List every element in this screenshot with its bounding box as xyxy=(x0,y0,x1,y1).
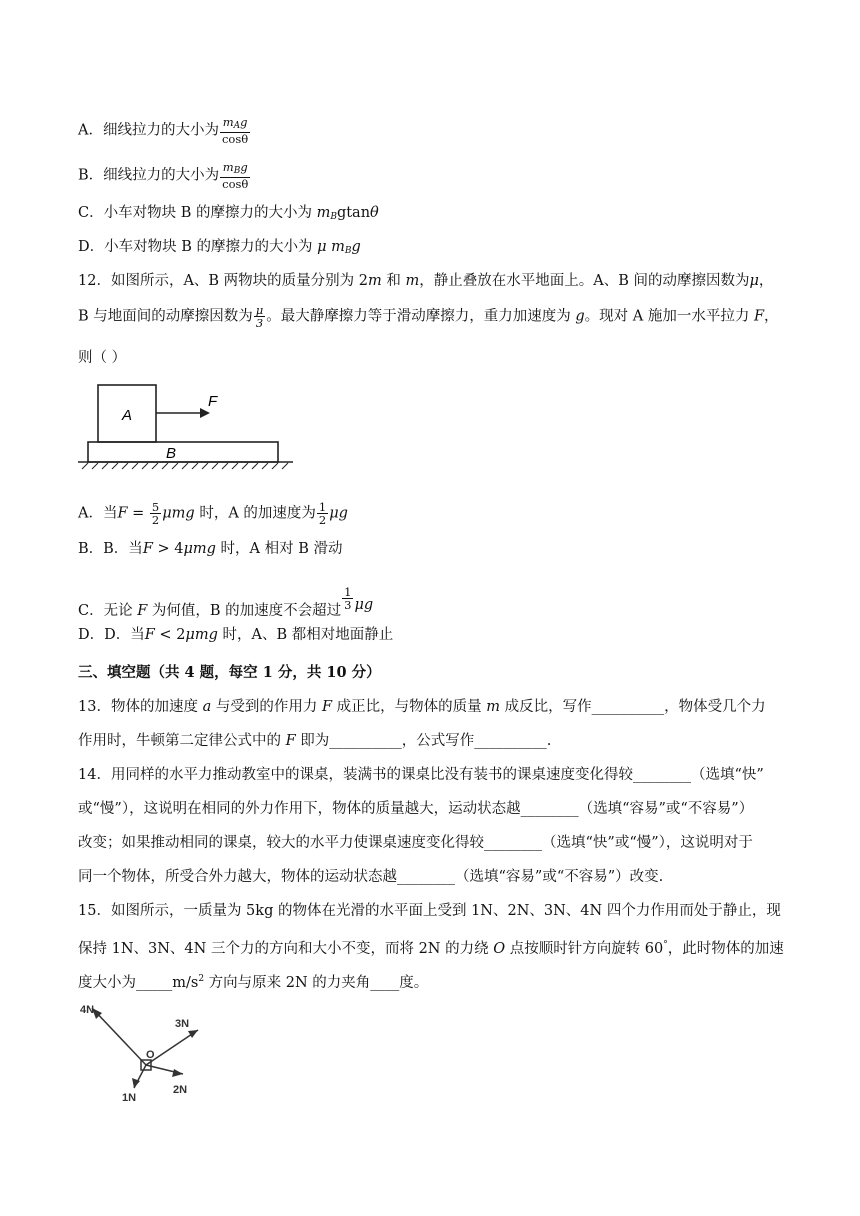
fraction-den: 2 xyxy=(151,513,160,527)
q14-line1: 14．用同样的水平力推动教室中的课桌，装满书的课桌比没有装书的课桌速度变化得较________（选填“快” xyxy=(78,767,764,783)
text: 方向与原来 2N 的力夹角____度。 xyxy=(204,975,429,991)
math-mu-m-g: μmg xyxy=(183,541,216,557)
math-mu-m-g: μmg xyxy=(162,505,195,522)
fraction-num-m: m xyxy=(222,115,234,129)
math-m: m xyxy=(316,205,331,221)
text: A．当 xyxy=(78,505,118,522)
math-mu-m: μ m xyxy=(317,239,345,255)
math-F: F xyxy=(144,627,155,643)
ground-hatching xyxy=(82,463,288,469)
text: 即为__________，公式写作__________. xyxy=(295,733,552,749)
math-mu-g: μg xyxy=(354,597,374,613)
q13-line1 xyxy=(78,698,766,716)
fraction-num: 5 xyxy=(151,500,160,514)
q12-stem-line1 xyxy=(78,272,773,290)
q14-line3: 改变；如果推动相同的课桌，较大的水平力使课桌速度变化得较________（选填“快”或“慢”），这说明对于 xyxy=(78,835,753,851)
text: B．B．当 xyxy=(78,541,143,557)
fraction-den: 3 xyxy=(344,598,352,612)
label-1n: 1N xyxy=(122,1092,137,1104)
force-3n-arrowhead xyxy=(188,1030,198,1038)
text: 点按顺时针方向旋转 60 xyxy=(505,941,664,957)
q12-option-d xyxy=(78,626,393,644)
fraction-1-2 xyxy=(317,501,328,526)
math-tail: gtan xyxy=(336,205,371,221)
fraction-num-g: g xyxy=(240,115,248,129)
math-F: F xyxy=(142,541,153,557)
superscript-2: 2 xyxy=(198,974,205,984)
text: 时，A 相对 B 滑动 xyxy=(215,541,343,557)
text: 成反比，写作__________，物体受几个力 xyxy=(499,699,766,715)
text: 12．如图所示，A、B 两物块的质量分别为 2 xyxy=(78,273,369,289)
math-sub: B xyxy=(344,246,352,256)
q11-option-a-fraction xyxy=(220,116,250,145)
fraction-num-sub: A xyxy=(233,121,241,131)
q12-stem-line2 xyxy=(78,304,779,329)
q15-line3 xyxy=(78,970,428,992)
label-4n: 4N xyxy=(80,1004,95,1016)
q11-option-c xyxy=(78,204,379,226)
text: C．无论 xyxy=(78,603,138,619)
math-m: m xyxy=(368,273,382,289)
math-g: g xyxy=(351,239,361,255)
q15-force-diagram xyxy=(78,995,218,1105)
math-gt: > 4 xyxy=(152,541,184,557)
block-a-label: A xyxy=(122,407,133,424)
math-F: F xyxy=(753,308,765,325)
text: ，静止叠放在水平地面上。A、B 间的动摩擦因数为 xyxy=(419,273,750,289)
text: 和 xyxy=(381,273,406,289)
force-4n-line xyxy=(92,1008,146,1065)
text: B 与地面间的动摩擦因数为 xyxy=(78,308,253,325)
fraction-mu-over-3 xyxy=(254,304,265,329)
text: D．D．当 xyxy=(78,627,145,643)
text: 保持 1N、3N、4N 三个力的方向和大小不变，而将 2N 的力绕 xyxy=(78,941,494,957)
q12-option-b xyxy=(78,540,343,558)
math-m: m xyxy=(405,273,420,289)
math-F: F xyxy=(321,699,332,715)
math-F: F xyxy=(137,603,148,619)
math-mu-g: μg xyxy=(329,505,348,522)
q11-option-d xyxy=(78,238,361,260)
text: ，此时物体的加速 xyxy=(667,941,784,957)
text: ， xyxy=(758,273,774,289)
math-eq: = xyxy=(127,505,149,522)
text: 与受到的作用力 xyxy=(211,699,322,715)
q15-line1: 15．如图所示，一质量为 5kg 的物体在光滑的水平面上受到 1N、2N、3N、4N 四个力作用而处于静止，现 xyxy=(78,903,781,919)
fraction-num-sub: B xyxy=(233,166,241,176)
math-mu: μ xyxy=(749,273,759,289)
text: 。最大静摩擦力等于滑动摩擦力，重力加速度为 xyxy=(266,308,576,325)
degree-sign: ° xyxy=(663,940,668,950)
fraction-num: 1 xyxy=(318,500,327,514)
math-lt: < 2 xyxy=(154,627,186,643)
fraction-den: cosθ xyxy=(221,132,249,146)
text: 13．物体的加速度 xyxy=(78,699,203,715)
math-mu-m-g: μmg xyxy=(185,627,218,643)
math-O: O xyxy=(493,941,506,957)
q12-block-diagram xyxy=(78,380,298,472)
fraction-den: cosθ xyxy=(222,177,249,191)
block-b xyxy=(88,442,278,462)
text: 时，A 的加速度为 xyxy=(194,505,316,522)
text: 作用时，牛顿第二定律公式中的 xyxy=(78,733,286,749)
math-m: m xyxy=(486,699,500,715)
q11-option-a-text: A．细线拉力的大小为 xyxy=(78,122,219,139)
fraction-num: 1 xyxy=(344,585,352,599)
math-a: a xyxy=(202,699,212,715)
text: 度大小为_____m/s xyxy=(78,975,199,991)
fraction-num-m: m xyxy=(222,160,234,174)
fraction-num-g: g xyxy=(240,160,248,174)
text: ， xyxy=(764,308,779,325)
q12-option-c xyxy=(78,586,373,620)
q11-option-d-text: D．小车对物块 B 的摩擦力的大小为 xyxy=(78,239,318,255)
q15-line2 xyxy=(78,936,784,958)
text: 成正比，与物体的质量 xyxy=(332,699,487,715)
fraction-1-3 xyxy=(342,586,353,611)
q11-option-b-text: B．细线拉力的大小为 xyxy=(78,167,220,184)
text: 。现对 A 施加一水平拉力 xyxy=(584,308,754,325)
fraction-5-2 xyxy=(150,501,161,526)
math-F: F xyxy=(285,733,296,749)
fraction-den: 2 xyxy=(318,513,327,527)
fraction-num: μ xyxy=(255,303,264,317)
q11-option-b xyxy=(78,161,251,190)
fraction-den: 3 xyxy=(255,316,264,330)
q12-option-a xyxy=(78,501,348,526)
math-sub: B xyxy=(330,212,337,222)
text: 则（ ） xyxy=(78,350,127,366)
section-heading-fill-in: 三、填空题（共 4 题，每空 1 分，共 10 分） xyxy=(78,664,381,681)
force-label: F xyxy=(208,393,218,410)
text: 为何值，B 的加速度不会超过 xyxy=(147,603,342,619)
math-F: F xyxy=(117,505,128,522)
q11-option-a xyxy=(78,116,251,145)
q13-line2 xyxy=(78,732,551,750)
block-b-label: B xyxy=(166,445,177,462)
q14-line2: 或“慢”），这说明在相同的外力作用下，物体的质量越大，运动状态越________（选填“容易”或“不容易”） xyxy=(78,801,754,817)
label-2n: 2N xyxy=(173,1084,188,1096)
q14-line4: 同一个物体，所受合外力越大，物体的运动状态越________（选填“容易”或“不容易”）改变. xyxy=(78,869,664,885)
text: 时，A、B 都相对地面静止 xyxy=(217,627,394,643)
label-3n: 3N xyxy=(175,1018,190,1030)
label-o: O xyxy=(146,1049,155,1061)
math-g: g xyxy=(575,308,585,325)
q11-option-b-fraction xyxy=(220,161,250,190)
q11-option-c-text: C．小车对物块 B 的摩擦力的大小为 xyxy=(78,205,317,221)
q12-stem-line3 xyxy=(78,349,126,367)
math-theta: θ xyxy=(370,205,379,221)
